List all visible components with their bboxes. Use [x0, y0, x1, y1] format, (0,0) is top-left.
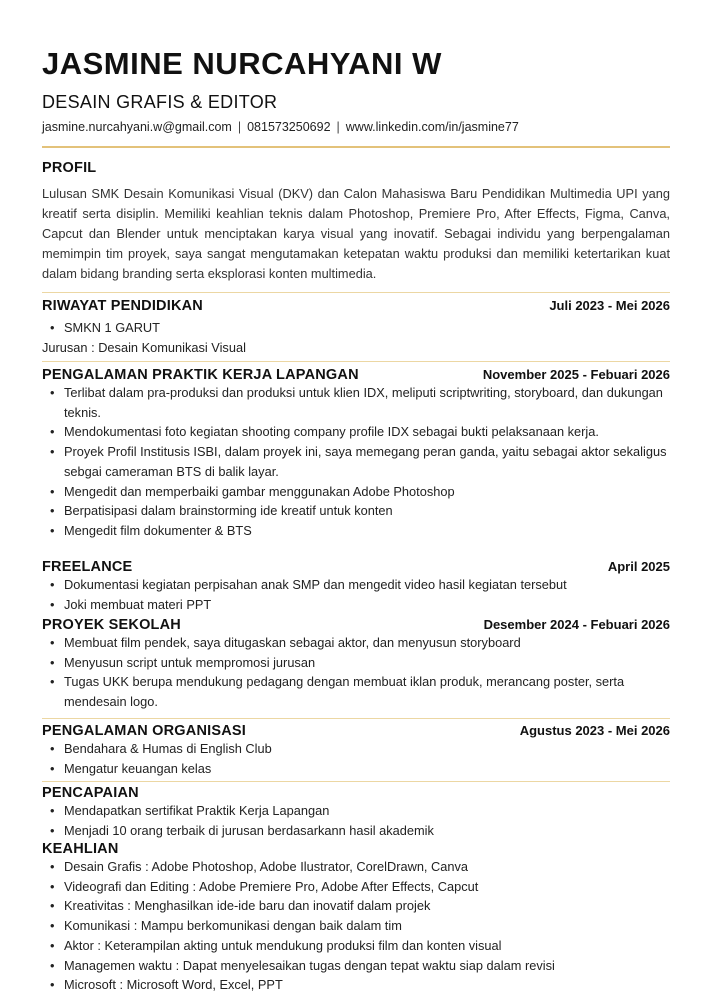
section-title: PENCAPAIAN [42, 785, 139, 801]
list-item: • Mengatur keuangan kelas [42, 759, 670, 779]
list-item: • Menyusun script untuk mempromosi jurusan [42, 653, 670, 673]
list-item: • Mengedit dan memperbaiki gambar menggunakan Adobe Photoshop [42, 482, 670, 502]
section-title: PENGALAMAN PRAKTIK KERJA LAPANGAN [42, 367, 359, 383]
list-item: • Membuat film pendek, saya ditugaskan sebagai aktor, dan menyusun storyboard [42, 633, 670, 653]
list-item: • Joki membuat materi PPT [42, 595, 670, 615]
list-item: • Managemen waktu : Dapat menyelesaikan tugas dengan tepat waktu siap dalam revisi [42, 956, 670, 976]
list-item: • Komunikasi : Mampu berkomunikasi dengan baik dalam tim [42, 916, 670, 936]
list-item: • Kreativitas : Menghasilkan ide-ide baru dan inovatif dalam projek [42, 896, 670, 916]
list-item: • Mengedit film dokumenter & BTS [42, 521, 670, 541]
section-title: FREELANCE [42, 559, 133, 575]
candidate-role: DESAIN GRAFIS & EDITOR [42, 92, 278, 112]
section-date: Juli 2023 - Mei 2026 [549, 298, 670, 313]
section-pencapaian [42, 785, 670, 840]
section-title: PROFIL [42, 160, 97, 176]
section-title: KEAHLIAN [42, 841, 119, 857]
section-date: November 2025 - Febuari 2026 [482, 367, 670, 382]
phone-number: 081573250692 [247, 120, 331, 134]
pkl-list [42, 383, 670, 541]
linkedin-link[interactable]: www.linkedin.com/in/jasmine77 [345, 120, 519, 134]
list-item: • Menjadi 10 orang terbaik di jurusan berdasarkann hasil akademik [42, 821, 670, 841]
section-organisasi [42, 723, 670, 778]
list-item: • Mendokumentasi foto kegiatan shooting company profile IDX sebagai bukti pelaksanaan kerja. [42, 422, 670, 442]
freelance-list [42, 575, 670, 614]
section-freelance [42, 559, 670, 614]
organisasi-list [42, 739, 670, 778]
list-item: • Bendahara & Humas di English Club [42, 739, 670, 759]
section-title: RIWAYAT PENDIDIKAN [42, 298, 203, 314]
proyek-list [42, 633, 670, 712]
list-item: • Microsoft : Microsoft Word, Excel, PPT [42, 975, 670, 995]
pencapaian-list [42, 801, 670, 840]
section-title: PROYEK SEKOLAH [42, 617, 181, 633]
separator: | [237, 120, 242, 134]
email-link[interactable]: jasmine.nurcahyani.w@gmail.com [42, 120, 232, 134]
list-item: • Berpatisipasi dalam brainstorming ide kreatif untuk konten [42, 501, 670, 521]
section-proyek [42, 617, 670, 712]
keahlian-list [42, 857, 670, 995]
list-item: • Aktor : Keterampilan akting untuk mendukung produksi film dan konten visual [42, 936, 670, 956]
contact-line [42, 120, 519, 134]
pendidikan-list [42, 318, 670, 338]
section-pendidikan [42, 298, 670, 357]
list-item: • Mendapatkan sertifikat Praktik Kerja Lapangan [42, 801, 670, 821]
section-profil [42, 160, 670, 284]
list-item: • Proyek Profil Institusis ISBI, dalam proyek ini, saya memegang peran ganda, yaitu sebagai aktor sekaligus sebgai cameraman BTS di balik layar. [42, 442, 670, 481]
section-divider [42, 781, 670, 782]
section-title: PENGALAMAN ORGANISASI [42, 723, 246, 739]
list-item: • Tugas UKK berupa mendukung pedagang dengan membuat iklan produk, merancang poster, serta mendesain logo. [42, 672, 670, 711]
candidate-name: JASMINE NURCAHYANI W [42, 46, 442, 81]
section-date: Agustus 2023 - Mei 2026 [519, 723, 670, 738]
list-item: • Dokumentasi kegiatan perpisahan anak SMP dan mengedit video hasil kegiatan tersebut [42, 575, 670, 595]
separator: | [336, 120, 340, 134]
section-date: April 2025 [607, 559, 670, 574]
section-keahlian [42, 841, 670, 995]
section-divider [42, 718, 670, 719]
section-pkl [42, 367, 670, 541]
profil-text: Lulusan SMK Desain Komunikasi Visual (DKV) dan Calon Mahasiswa Baru Pendidikan Multimedia UPI yang kreatif serta disiplin. Memiliki keahlian teknis dalam Photoshop, Premiere Pro, After Effects, Figma, Canva, Capcut dan Blender untuk menciptakan karya visual yang inovatif. Sebagai individu yang berpengalaman memimpin tim proyek, saya sangat mengutamakan ketepatan waktu produksi dan memiliki ketertarikan kuat dalam bidang branding serta eksplorasi konten multimedia. [42, 186, 670, 281]
jurusan-text: Jurusan : Desain Komunikasi Visual [42, 339, 246, 355]
section-date: Desember 2024 - Febuari 2026 [483, 617, 670, 632]
list-item: • Videografi dan Editing : Adobe Premiere Pro, Adobe After Effects, Capcut [42, 877, 670, 897]
header-divider [42, 146, 670, 148]
list-item: • Desain Grafis : Adobe Photoshop, Adobe Ilustrator, CorelDrawn, Canva [42, 857, 670, 877]
list-item: • SMKN 1 GARUT [42, 318, 670, 338]
section-divider [42, 292, 670, 293]
section-divider [42, 361, 670, 362]
list-item: • Terlibat dalam pra-produksi dan produksi untuk klien IDX, meliputi scriptwriting, storyboard, dan dukungan teknis. [42, 383, 670, 422]
